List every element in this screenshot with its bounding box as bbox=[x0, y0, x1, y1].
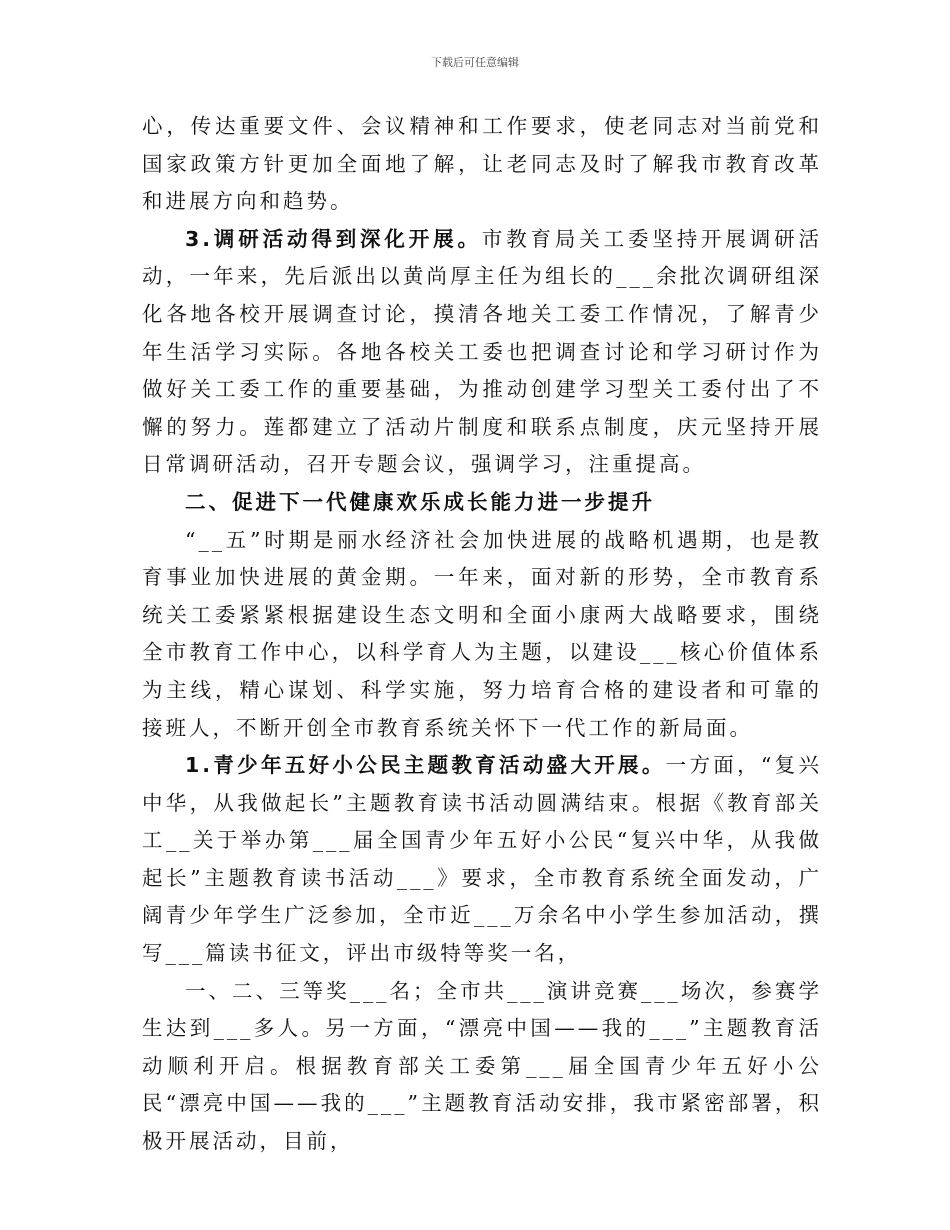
paragraph-2-body: 市教育局关工委坚持开展调研活动，一年来，先后派出以黄尚厚主任为组长的___余批次调研组深化各地各校开展调查讨论，摸清各地关工委工作情况，了解青少年生活学习实际。各地各校关工委也把调查讨论和学习研讨作为做好关工委工作的重要基础，为推动创建学习型关工委付出了不懈的努力。莲都建立了活动片制度和联系点制度，庆元坚持开展日常调研活动，召开专题会议，强调学习，注重提高。 bbox=[142, 226, 822, 477]
paragraph-4-body: 一方面，“复兴中华，从我做起长”主题教育读书活动圆满结束。根据《教育部关工__关于举办第___届全国青少年五好小公民“复兴中华，从我做起长”主题教育读书活动___》要求，全市教育系统全面发动，广阔青少年学生广泛参加，全市近___万余名中小学生参加活动，撰写___篇读书征文，评出市级特等奖一名， bbox=[142, 753, 822, 966]
page-header-note: 下载后可任意编辑 bbox=[431, 56, 519, 69]
paragraph-2 bbox=[142, 221, 822, 484]
paragraph-4-lead: 1.青少年五好小公民主题教育活动盛大开展。 bbox=[185, 753, 666, 778]
paragraph-5: 一、二、三等奖___名；全市共___演讲竞赛___场次，参赛学生达到___多人。另一方面，“漂亮中国——我的___”主题教育活动顺利开启。根据教育部关工委第___届全国青少年五好小公民“漂亮中国——我的___”主题教育活动安排，我市紧密部署，积极开展活动，目前， bbox=[142, 978, 822, 1154]
section-heading-2: 二、促进下一代健康欢乐成长能力进一步提升 bbox=[185, 489, 655, 514]
paragraph-1: 心，传达重要文件、会议精神和工作要求，使老同志对当前党和国家政策方针更加全面地了解，让老同志及时了解我市教育改革和进展方向和趋势。 bbox=[142, 114, 822, 214]
paragraph-3: “__五”时期是丽水经济社会加快进展的战略机遇期，也是教育事业加快进展的黄金期。一年来，面对新的形势，全市教育系统关工委紧紧根据建设生态文明和全面小康两大战略要求，围绕全市教育工作中心，以科学育人为主题，以建设___核心价值体系为主线，精心谋划、科学实施，努力培育合格的建设者和可靠的接班人，不断开创全市教育系统关怀下一代工作的新局面。 bbox=[142, 527, 822, 740]
document-body bbox=[142, 108, 822, 1161]
paragraph-2-lead: 3.调研活动得到深化开展。 bbox=[185, 226, 482, 251]
paragraph-4 bbox=[142, 747, 822, 973]
